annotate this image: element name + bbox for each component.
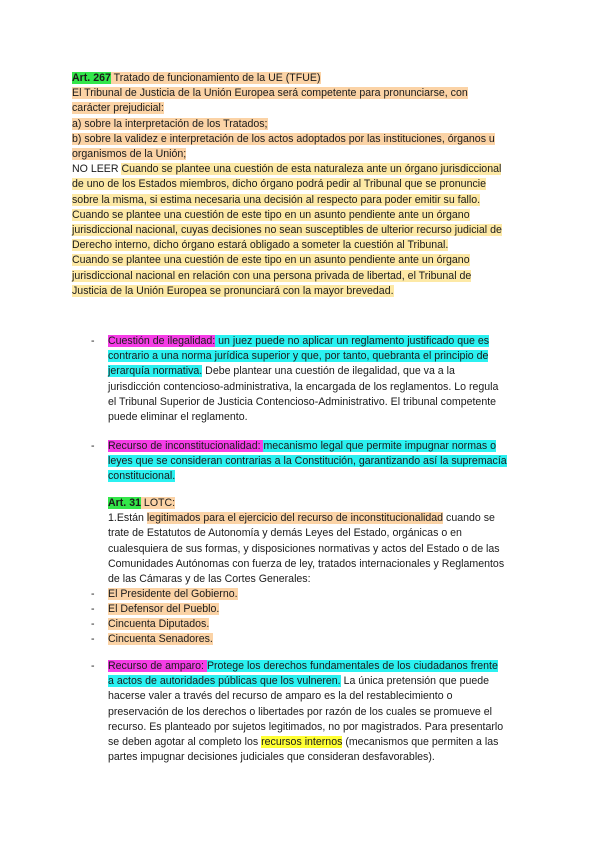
bullet-marker: - (91, 603, 95, 615)
art31-section (108, 496, 553, 587)
amparo-line (108, 720, 553, 735)
list-item-text: Cincuenta Senadores. (108, 633, 213, 645)
bullet-marker: - (91, 440, 95, 452)
bullet-marker: - (91, 335, 95, 347)
art267-text: Cuando se plantee una cuestión de este tipo en un asunto pendiente ante un órgano (72, 254, 470, 267)
list-item (108, 602, 219, 617)
art267-line (72, 223, 542, 238)
art31-text: 1.Están (108, 512, 147, 525)
inconst-section (108, 439, 553, 485)
art267-line (72, 162, 542, 177)
inconst-term: Recurso de inconstitucionalidad: (108, 440, 264, 452)
amparo-text: se deben agotar al completo los (108, 736, 262, 749)
art267-line (72, 208, 542, 223)
no-leer-note: NO LEER (72, 163, 122, 176)
art31-line (108, 572, 553, 587)
amparo-text: (mecanismos que permiten a las (342, 736, 499, 749)
art31-line (108, 511, 553, 526)
bullet-marker: - (91, 660, 95, 672)
ilegalidad-text: el Tribunal Superior de Justicia Contencioso-Administrativo. El tribunal competente (108, 395, 497, 408)
amparo-line (108, 735, 553, 750)
art267-line (72, 101, 542, 116)
art267-text: El Tribunal de Justicia de la Unión Europea será competente para pronunciarse, con (72, 87, 468, 100)
art31-title: LOTC: (140, 497, 176, 509)
ilegalidad-line (108, 349, 548, 364)
recursos-internos-highlight: recursos internos (261, 736, 343, 749)
art31-text: de las Cámaras y de las Cortes Generales: (108, 573, 311, 586)
art31-highlight: legitimados para el ejercicio del recurso de inconstitucionalidad (146, 512, 444, 525)
art267-line (72, 284, 542, 299)
ilegalidad-line (108, 395, 548, 410)
amparo-line (108, 689, 553, 704)
inconst-definition: mecanismo legal que permite impugnar normas o (263, 440, 497, 452)
ilegalidad-text: Debe plantear una cuestión de ilegalidad, que va a la (202, 365, 455, 378)
list-item (108, 617, 209, 632)
list-item-text: El Presidente del Gobierno. (108, 588, 238, 600)
art267-text: sobre la misma, si estima necesaria una decisión al respecto para poder emitir su fallo. (72, 193, 481, 206)
ilegalidad-line (108, 380, 548, 395)
art31-text: trate de Estatutos de Autonomía y demás Leyes del Estado, orgánicas o en (108, 527, 462, 540)
art267-line (72, 253, 542, 268)
amparo-definition: a actos de autoridades públicas que los vulneren. (108, 675, 341, 688)
ilegalidad-line (108, 334, 548, 349)
art267-label: Art. 267 (72, 72, 111, 84)
list-item-text: Cincuenta Diputados. (108, 618, 210, 630)
art31-line (108, 557, 553, 572)
art267-heading (72, 71, 542, 86)
art267-text: de uno de los Estados miembros, dicho órgano podrá pedir al Tribunal que se pronuncie (72, 178, 487, 191)
art267-text: jurisdiccional nacional, cuyas decisiones no sean susceptibles de ulterior recurso judicial de (72, 224, 502, 237)
art267-text: Cuando se plantee una cuestión de este tipo en un asunto pendiente ante un órgano (72, 208, 470, 221)
art267-line (72, 117, 542, 132)
amparo-text: partes impugnar decisiones judiciales que consideran desfavorables). (108, 751, 435, 764)
art31-label: Art. 31 (108, 497, 141, 509)
inconst-line (108, 454, 553, 469)
art267-section (72, 71, 542, 299)
amparo-line (108, 659, 553, 674)
ilegalidad-definition: un juez puede no aplicar un reglamento justificado que es (215, 335, 490, 347)
art267-line (72, 269, 542, 284)
art31-line (108, 526, 553, 541)
amparo-line (108, 674, 553, 689)
amparo-section (108, 659, 553, 765)
art267-text: Justicia de la Unión Europea se pronunciará con la mayor brevedad. (72, 284, 394, 297)
art31-heading (108, 496, 553, 511)
bullet-marker: - (91, 618, 95, 630)
art267-text: b) sobre la validez e interpretación de los actos adoptados por las instituciones, órganos u (72, 132, 495, 145)
art267-line (72, 147, 542, 162)
ilegalidad-definition: contrario a una norma jurídica superior y que, por tanto, quebranta el principio de (108, 350, 489, 363)
art31-line (108, 542, 553, 557)
ilegalidad-text: jurisdicción contencioso-administrativa, la encargada de los reglamentos. Lo regula (108, 380, 499, 393)
inconst-definition: constitucional. (108, 470, 176, 483)
art267-text: organismos de la Unión; (72, 148, 187, 161)
art31-text: cualesquiera de sus formas, y disposiciones normativas y actos del Estado o de las (108, 542, 500, 555)
ilegalidad-term: Cuestión de ilegalidad: (108, 335, 216, 347)
amparo-text: preservación de los derechos o libertades por razón de los cuales se promueve el (108, 705, 492, 718)
bullet-marker: - (91, 633, 95, 645)
art267-line (72, 238, 542, 253)
art267-line (72, 193, 542, 208)
art267-text: Derecho interno, dicho órgano estará obligado a someter la cuestión al Tribunal. (72, 239, 449, 252)
ilegalidad-line (108, 364, 548, 379)
art267-line (72, 177, 542, 192)
art267-text: a) sobre la interpretación de los Tratados; (72, 117, 268, 130)
list-item (108, 587, 238, 602)
inconst-line (108, 439, 553, 454)
amparo-text: hacerse valer a través del recurso de amparo es la del restablecimiento o (108, 690, 453, 703)
inconst-definition: leyes que se consideran contrarias a la Constitución, garantizando así la supremacía (108, 455, 507, 468)
list-item-text: El Defensor del Pueblo. (108, 603, 220, 615)
ilegalidad-section (108, 334, 548, 425)
art31-text: Comunidades Autónomas con fuerza de ley, tratados internacionales y Reglamentos (108, 557, 505, 570)
art267-line (72, 132, 542, 147)
amparo-definition: Protege los derechos fundamentales de los ciudadanos frente (206, 660, 498, 672)
ilegalidad-text: puede eliminar el reglamento. (108, 411, 248, 424)
amparo-line (108, 750, 553, 765)
art31-text: cuando se (443, 512, 495, 525)
art267-title: Tratado de funcionamiento de la UE (TFUE) (110, 72, 321, 84)
ilegalidad-line (108, 410, 548, 425)
amparo-term: Recurso de amparo: (108, 660, 207, 672)
amparo-text: recurso. Es planteado por sujetos legitimados, no por magistrados. Para presentarlo (108, 720, 504, 733)
art267-text: Cuando se plantee una cuestión de esta naturaleza ante un órgano jurisdiccional (121, 163, 502, 176)
art267-line (72, 86, 542, 101)
amparo-line (108, 705, 553, 720)
art267-text: carácter prejudicial: (72, 102, 164, 115)
art267-text: jurisdiccional nacional en relación con una persona privada de libertad, el Tribunal de (72, 269, 472, 282)
bullet-marker: - (91, 588, 95, 600)
amparo-text: La única pretensión que puede (340, 675, 490, 688)
inconst-line (108, 469, 553, 484)
ilegalidad-definition: jerarquía normativa. (108, 365, 203, 378)
list-item (108, 632, 213, 647)
